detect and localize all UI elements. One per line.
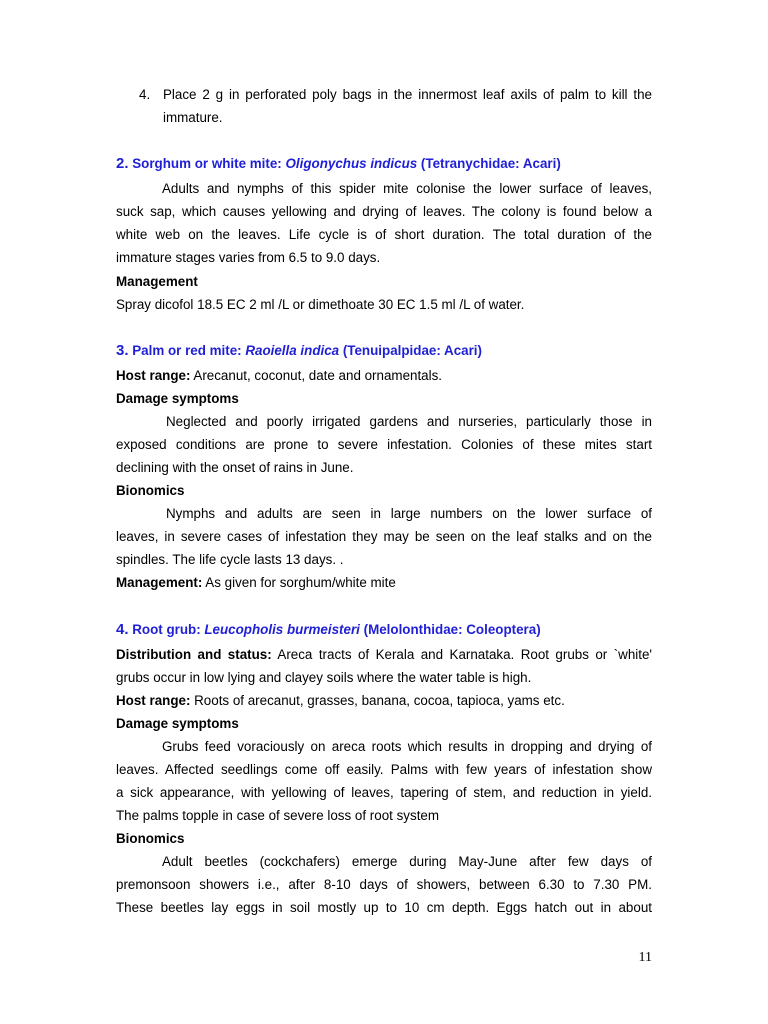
paragraph-line: exposed conditions are prone to severe infestation. Colonies of these mites start — [116, 437, 652, 452]
subheading-damage-symptoms: Damage symptoms — [116, 716, 239, 731]
paragraph-line: Adult beetles (cockchafers) emerge during May-June after few days of — [162, 854, 652, 869]
list-number: 4. — [139, 87, 151, 102]
list-item-line: immature. — [163, 110, 223, 125]
management-line: Management: As given for sorghum/white mite — [116, 575, 396, 590]
list-item-line: Place 2 g in perforated poly bags in the innermost leaf axils of palm to kill the — [163, 87, 652, 102]
paragraph-line: premonsoon showers i.e., after 8-10 days of showers, between 6.30 to 7.30 PM. — [116, 877, 652, 892]
paragraph-line: suck sap, which causes yellowing and drying of leaves. The colony is found below a — [116, 204, 652, 219]
subheading-bionomics: Bionomics — [116, 483, 185, 498]
paragraph-line: Neglected and poorly irrigated gardens and nurseries, particularly those in — [166, 414, 652, 429]
subheading-bionomics: Bionomics — [116, 831, 185, 846]
host-range-line: Host range: Roots of arecanut, grasses, banana, cocoa, tapioca, yams etc. — [116, 693, 565, 708]
paragraph-line: spindles. The life cycle lasts 13 days. . — [116, 552, 344, 567]
paragraph-line: Grubs feed voraciously on areca roots which results in dropping and drying of — [162, 739, 652, 754]
paragraph-line: Nymphs and adults are seen in large numbers on the lower surface of — [166, 506, 652, 521]
paragraph-line: leaves. Affected seedlings come off easily. Palms with few years of infestation show — [116, 762, 652, 777]
distribution-line: Distribution and status: Areca tracts of Kerala and Karnataka. Root grubs or `white' — [116, 647, 652, 662]
paragraph-line: Adults and nymphs of this spider mite colonise the lower surface of leaves, — [162, 181, 652, 196]
subheading-management: Management — [116, 274, 198, 289]
section-heading-root-grub: 4. Root grub: Leucopholis burmeisteri (Melolonthidae: Coleoptera) — [116, 621, 541, 638]
paragraph-line: The palms topple in case of severe loss of root system — [116, 808, 440, 823]
section-heading-sorghum-mite: 2. Sorghum or white mite: Oligonychus indicus (Tetranychidae: Acari) — [116, 155, 561, 172]
paragraph-line: These beetles lay eggs in soil mostly up to 10 cm depth. Eggs hatch out in about — [116, 900, 652, 915]
management-text: Spray dicofol 18.5 EC 2 ml /L or dimethoate 30 EC 1.5 ml /L of water. — [116, 297, 525, 312]
paragraph-line: declining with the onset of rains in June. — [116, 460, 354, 475]
host-range-line: Host range: Arecanut, coconut, date and ornamentals. — [116, 368, 443, 383]
subheading-damage-symptoms: Damage symptoms — [116, 391, 239, 406]
section-heading-red-mite: 3. Palm or red mite: Raoiella indica (Tenuipalpidae: Acari) — [116, 342, 482, 359]
paragraph-line: immature stages varies from 6.5 to 9.0 days. — [116, 250, 381, 265]
paragraph-line: leaves, in severe cases of infestation they may be seen on the leaf stalks and on the — [116, 529, 652, 544]
paragraph-line: white web on the leaves. Life cycle is of short duration. The total duration of the — [116, 227, 652, 242]
distribution-line: grubs occur in low lying and clayey soils where the water table is high. — [116, 670, 532, 685]
paragraph-line: a sick appearance, with yellowing of leaves, tapering of stem, and reduction in yield. — [116, 785, 652, 800]
page-number: 11 — [638, 950, 652, 965]
